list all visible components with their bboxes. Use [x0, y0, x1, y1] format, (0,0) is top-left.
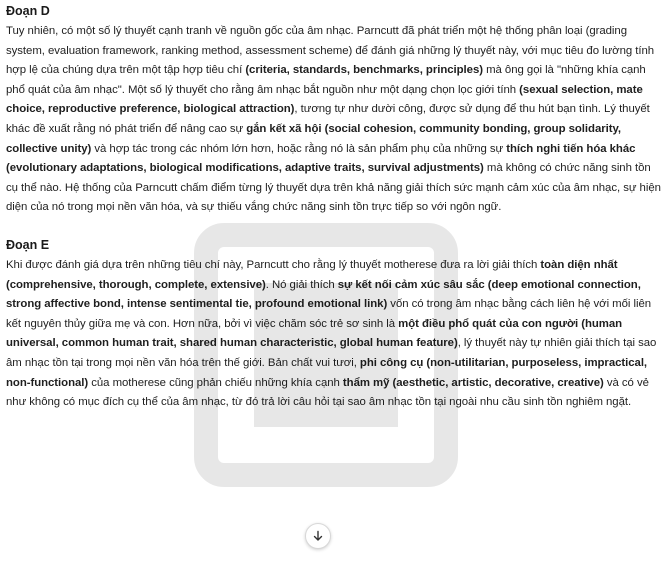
section-d-paragraph: [6, 22, 661, 218]
text-run: và có vẻ như không có mục đích cụ thể của âm nhạc, từ đó trả lời câu hỏi tại sao âm nhạc tồn tại ngoài nhu cầu sinh tồn nghiêm ngặt.: [6, 376, 649, 409]
text-run: , lý thuyết này tự nhiên giải thích tại sao âm nhạc tồn tại trong mọi nền văn hóa trên thế giới. Bản chất vui tươi,: [6, 337, 657, 369]
section-e-paragraph: [6, 256, 661, 413]
bold-term: một điều phổ quát của con người (human universal, common human trait, shared human characteristic, global human feature): [6, 317, 623, 350]
section-d-title: Đoạn D: [6, 4, 50, 18]
text-run: của motherese cũng phản chiếu những khía cạnh: [88, 376, 343, 389]
bold-term: gắn kết xã hội (social cohesion, community bonding, group solidarity, collective unity): [6, 122, 622, 155]
text-run: và hợp tác trong các nhóm lớn hơn, hoặc rằng nó là sản phẩm phụ của những sự: [91, 142, 507, 155]
text-run: vốn có trong âm nhạc bằng cách liên hệ với mối liên kết nguyên thủy giữa mẹ và con. Hơn nữa, bởi vì việc chăm sóc trẻ sơ sinh là: [6, 298, 652, 330]
bold-term: thích nghi tiến hóa khác (evolutionary adaptations, biological modifications, adaptive traits, survival adjustments): [6, 142, 636, 175]
bold-term: (criteria, standards, benchmarks, principles): [245, 64, 483, 77]
text-run: mà ông gọi là "những khía cạnh phổ quát của âm nhạc". Một số lý thuyết cho rằng âm nhạc bắt nguồn như một dạng chọn lọc giới tính: [6, 64, 646, 96]
text-run: , tương tự như dười công, được sử dụng để thu hút bạn tình. Lý thuyết khác đề xuất rằng nó phát triển để nâng cao sự: [6, 103, 650, 135]
bold-term: phi công cụ (non-utilitarian, purposeless, impractical, non-functional): [6, 356, 648, 389]
text-run: Tuy nhiên, có một số lý thuyết cạnh tranh về nguồn gốc của âm nhạc. Parncutt đã phát triển một hệ thống phân loại (grading system, evaluation framework, ranking method, assessment scheme) để đánh giá những lý thuyết này, với mục tiêu đo lường tính hợp lệ của chúng dựa trên một tập hợp tiêu chí: [6, 25, 655, 77]
bold-term: thẩm mỹ (aesthetic, artistic, decorative, creative): [342, 376, 604, 389]
section-e-title: Đoạn E: [6, 237, 50, 252]
bold-term: toàn diện nhất (comprehensive, thorough, complete, extensive): [6, 258, 618, 291]
bold-term: sự kết nối cảm xúc sâu sắc (deep emotional connection, strong affective bond, intense sentimental tie, profound emotional link): [6, 278, 641, 311]
text-run: Khi được đánh giá dựa trên những tiêu chí này, Parncutt cho rằng lý thuyết motherese đưa ra lời giải thích: [6, 258, 541, 271]
paragraph-gap: [6, 218, 661, 236]
text-run: . Nó giải thích: [265, 278, 338, 291]
text-run: mà không có chức năng sinh tồn cụ thể nào. Hệ thống của Parncutt chấm điểm từng lý thuyết dựa trên khả năng giải thích sức mạnh cảm xúc của âm nhạc, sự hiện diện của nó trong mọi nền văn hóa, và sự thiếu vắng chức năng sinh tồn trực tiếp so với ngôn ngữ.: [6, 162, 661, 214]
arrow-down-icon: [312, 530, 324, 542]
scroll-down-button[interactable]: [305, 523, 331, 549]
bold-term: (sexual selection, mate choice, reproductive preference, biological attraction): [6, 83, 643, 116]
